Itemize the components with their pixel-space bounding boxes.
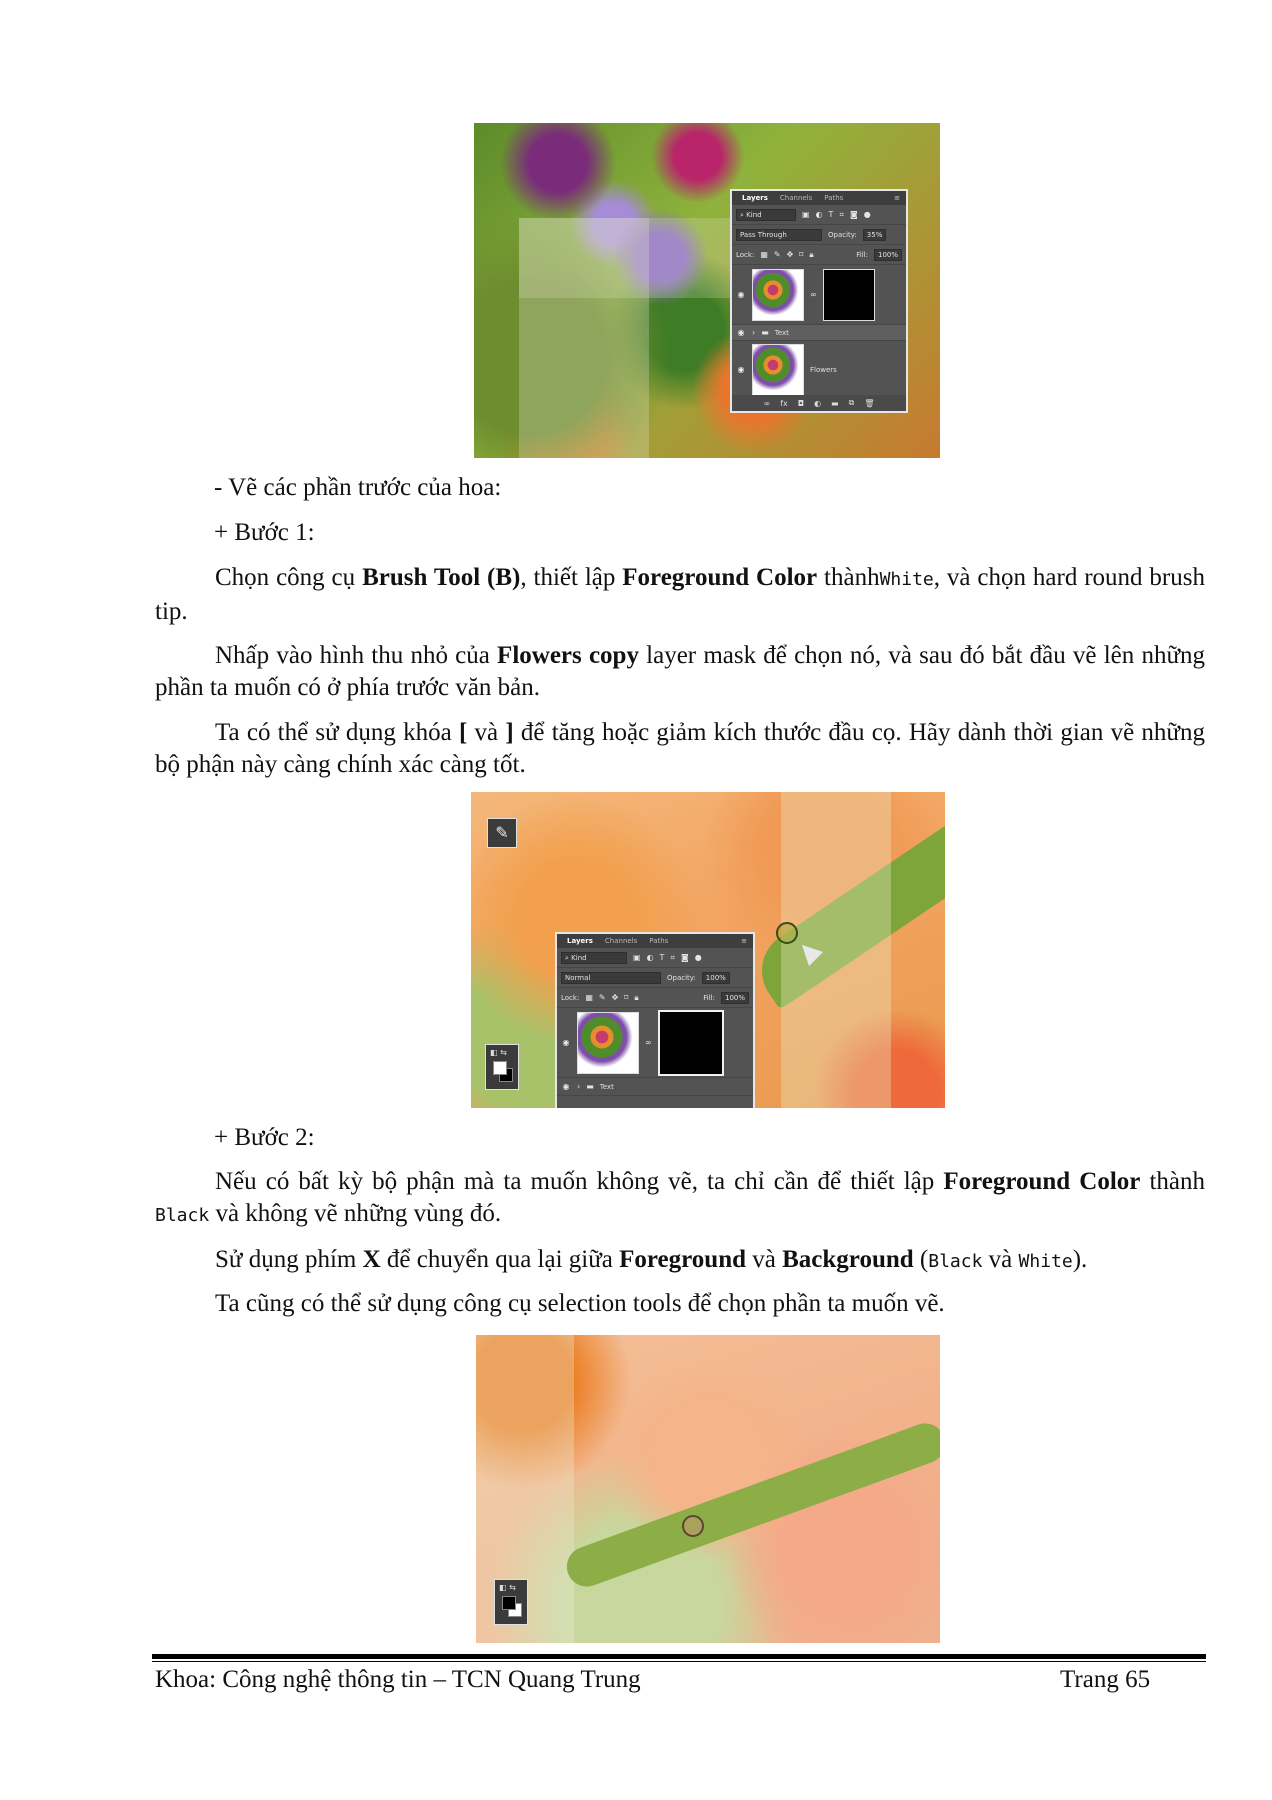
- link-chain-icon[interactable]: ∞: [810, 290, 817, 299]
- visibility-eye-icon[interactable]: ◉: [737, 328, 745, 337]
- filter-smart-icon[interactable]: ◙: [849, 210, 858, 219]
- visibility-eye-icon[interactable]: ◉: [562, 1038, 570, 1047]
- visibility-eye-icon[interactable]: ◉: [737, 365, 745, 374]
- foreground-color-swatch[interactable]: [493, 1061, 507, 1075]
- panel-footer: [732, 395, 906, 411]
- layer-thumbnail[interactable]: [577, 1012, 639, 1074]
- layer-row-flowers-copy[interactable]: [557, 1008, 753, 1078]
- lock-artboard-icon[interactable]: ⌑: [799, 250, 804, 259]
- fill-field[interactable]: 100%: [721, 992, 749, 1004]
- link-chain-icon[interactable]: ∞: [645, 1038, 652, 1047]
- trash-icon[interactable]: 🗑︎: [864, 398, 875, 408]
- paragraph-selection-tools: Ta cũng có thể sử dụng công cụ selection tools để chọn phần ta muốn vẽ.: [215, 1290, 945, 1317]
- lock-pixels-icon[interactable]: ▦: [760, 250, 768, 259]
- figure-flowers-layers: [474, 123, 940, 458]
- lock-pixels-icon[interactable]: ▦: [585, 993, 593, 1002]
- panel-tabs: [557, 934, 753, 948]
- filter-adjustment-icon[interactable]: ◐: [646, 953, 654, 962]
- panel-menu-icon[interactable]: ≡: [741, 937, 747, 945]
- tab-layers[interactable]: Layers: [567, 937, 593, 945]
- layer-row-text-group[interactable]: [732, 325, 906, 341]
- step1-heading: + Bước 1:: [214, 519, 315, 546]
- folder-icon: ▬: [761, 328, 769, 337]
- lock-brush-icon[interactable]: ✎: [773, 250, 781, 259]
- footer-page-number: Trang 65: [1060, 1666, 1151, 1693]
- opacity-label: Opacity:: [828, 230, 857, 239]
- filter-shape-icon[interactable]: ⌗: [670, 952, 675, 962]
- filter-toggle-icon[interactable]: ●: [863, 210, 871, 219]
- fill-field[interactable]: 100%: [874, 249, 902, 261]
- step2-heading: + Bước 2:: [214, 1124, 315, 1151]
- fill-label: Fill:: [703, 993, 715, 1002]
- folder-icon: ▬: [586, 1082, 594, 1091]
- blend-row: [732, 225, 906, 245]
- opacity-label: Opacity:: [667, 973, 696, 982]
- tab-layers[interactable]: Layers: [742, 194, 768, 202]
- mask-icon[interactable]: ◘: [797, 398, 805, 408]
- tab-paths[interactable]: Paths: [824, 194, 844, 202]
- swap-colors-icon[interactable]: ◧ ⇆: [499, 1583, 516, 1592]
- paragraph-layer-mask: Nhấp vào hình thu nhỏ của Flowers copy layer mask để chọn nó, và sau đó bắt đầu vẽ lên những phần ta muốn có ở phía trước văn bản.: [155, 642, 1205, 701]
- folder-icon[interactable]: ▬: [831, 398, 839, 408]
- lock-all-icon[interactable]: 🔒︎: [634, 992, 639, 1002]
- filter-row: [557, 948, 753, 968]
- filter-type-icon[interactable]: T: [659, 953, 665, 962]
- group-layer-name: Text: [774, 328, 789, 337]
- intro-line: - Vẽ các phần trước của hoa:: [214, 474, 502, 501]
- visibility-eye-icon[interactable]: ◉: [737, 290, 745, 299]
- figure-black-brush: [476, 1335, 940, 1643]
- lock-artboard-icon[interactable]: ⌑: [624, 993, 629, 1002]
- new-layer-icon[interactable]: ⧉: [848, 398, 855, 407]
- fx-icon[interactable]: fx: [780, 398, 788, 408]
- layer-row-flowers[interactable]: [732, 341, 906, 399]
- layers-panel: [730, 189, 908, 413]
- expand-arrow-icon[interactable]: ›: [577, 1082, 581, 1091]
- color-swatch-widget[interactable]: [485, 1044, 519, 1090]
- filter-kind-select[interactable]: ⌕ Kind: [736, 209, 796, 221]
- lock-move-icon[interactable]: ✥: [611, 993, 619, 1002]
- translucent-letter-bar: [519, 218, 749, 298]
- footer-rule-thick: [152, 1654, 1206, 1659]
- link-icon[interactable]: ∞: [763, 398, 771, 408]
- opacity-field[interactable]: 100%: [702, 972, 730, 984]
- tab-channels[interactable]: Channels: [604, 937, 638, 945]
- figure-painting-mask: [471, 792, 945, 1108]
- group-layer-name: Text: [599, 1082, 614, 1091]
- visibility-eye-icon[interactable]: ◉: [562, 1082, 570, 1091]
- brush-cursor: [682, 1515, 704, 1537]
- panel-menu-icon[interactable]: ≡: [894, 194, 900, 202]
- paragraph-black-foreground: Nếu có bất kỳ bộ phận mà ta muốn không vẽ, ta chỉ cần để thiết lập Foreground Color thành Black và không vẽ những vùng đó.: [155, 1168, 1206, 1227]
- footer-department: Khoa: Công nghệ thông tin – TCN Quang Trung: [155, 1666, 641, 1693]
- swap-colors-icon[interactable]: ◧ ⇆: [490, 1048, 507, 1057]
- lock-row: [732, 245, 906, 265]
- tab-channels[interactable]: Channels: [779, 194, 813, 202]
- layer-row-flowers-copy[interactable]: [732, 265, 906, 325]
- foreground-color-swatch[interactable]: [502, 1596, 516, 1610]
- green-stem: [561, 1418, 940, 1592]
- layer-thumbnail[interactable]: [752, 344, 804, 396]
- paragraph-brush-size: Ta có thể sử dụng khóa [ và ] để tăng hoặc giảm kích thước đầu cọ. Hãy dành thời gian vẽ những bộ phận này càng chính xác càng tốt.: [155, 719, 1205, 778]
- filter-adjustment-icon[interactable]: ◐: [815, 210, 823, 219]
- opacity-field[interactable]: 35%: [863, 229, 887, 241]
- filter-toggle-icon[interactable]: ●: [694, 953, 702, 962]
- layer-thumbnail[interactable]: [752, 269, 804, 321]
- lock-label: Lock:: [561, 993, 580, 1002]
- filter-pixel-icon[interactable]: ▣: [633, 953, 641, 962]
- brush-cursor: [776, 922, 798, 944]
- paragraph-brush-tool: Chọn công cụ Brush Tool (B), thiết lập Foreground Color thànhWhite, và chọn hard round brush tip.: [155, 564, 1205, 625]
- tab-paths[interactable]: Paths: [649, 937, 669, 945]
- color-swatch-widget[interactable]: [494, 1579, 528, 1625]
- footer-rule-thin: [152, 1661, 1206, 1662]
- blend-mode-select[interactable]: Normal: [561, 972, 661, 984]
- lock-brush-icon[interactable]: ✎: [598, 993, 606, 1002]
- layer-row-text-group[interactable]: [557, 1078, 753, 1096]
- adjustment-icon[interactable]: ◐: [814, 398, 822, 408]
- lock-row: [557, 988, 753, 1008]
- filter-smart-icon[interactable]: ◙: [680, 953, 689, 962]
- layer-name: Flowers: [810, 365, 837, 374]
- blend-mode-select[interactable]: Pass Through: [736, 229, 822, 241]
- panel-tabs: [732, 191, 906, 205]
- layer-mask-thumbnail-selected[interactable]: [658, 1010, 724, 1076]
- filter-type-icon[interactable]: T: [828, 210, 834, 219]
- lock-move-icon[interactable]: ✥: [786, 250, 794, 259]
- filter-pixel-icon[interactable]: ▣: [802, 210, 810, 219]
- fill-label: Fill:: [856, 250, 868, 259]
- blend-row: [557, 968, 753, 988]
- paragraph-swap-key: Sử dụng phím X để chuyển qua lại giữa Foreground và Background (Black và White).: [215, 1246, 1088, 1273]
- brush-tool-icon[interactable]: ✎: [487, 818, 517, 848]
- expand-arrow-icon[interactable]: ›: [752, 328, 756, 337]
- filter-shape-icon[interactable]: ⌗: [839, 209, 844, 219]
- layer-mask-thumbnail[interactable]: [823, 269, 875, 321]
- filter-kind-select[interactable]: ⌕ Kind: [561, 952, 627, 964]
- lock-all-icon[interactable]: 🔒︎: [809, 249, 814, 259]
- layers-panel: [555, 932, 755, 1108]
- lock-label: Lock:: [736, 250, 755, 259]
- filter-row: [732, 205, 906, 225]
